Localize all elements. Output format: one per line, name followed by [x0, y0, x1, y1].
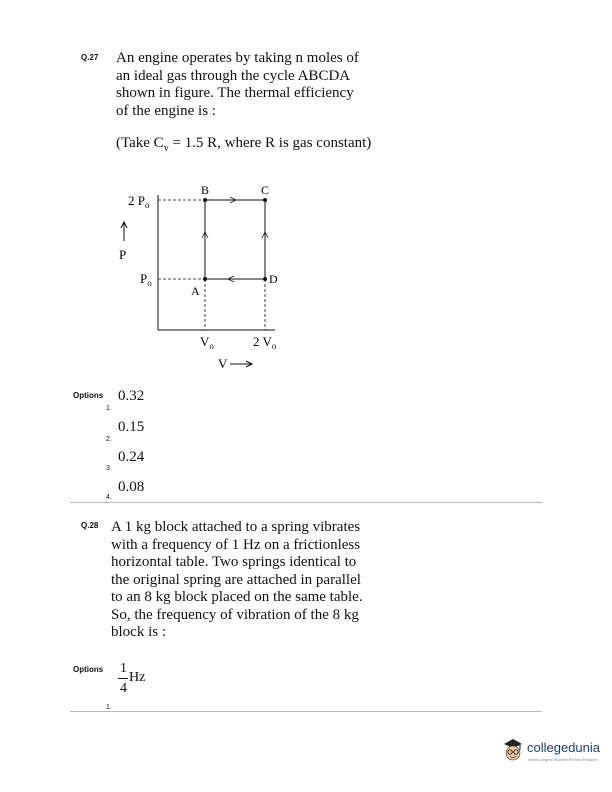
- label-a: A: [191, 284, 200, 298]
- point-a-dot: [203, 277, 207, 281]
- point-b-dot: [203, 198, 207, 202]
- point-d-dot: [263, 277, 267, 281]
- logo-tagline: India's largest Student Review Platform: [528, 757, 598, 762]
- option-number: 1.: [106, 704, 112, 711]
- given-subscript: v: [163, 143, 169, 154]
- fraction-denominator: 4: [120, 681, 127, 696]
- question-line: the original spring are attached in parallel: [111, 571, 361, 588]
- pv-diagram: [100, 175, 330, 380]
- question-line: block is :: [111, 624, 166, 640]
- label-p0: $P_o$: [140, 271, 152, 288]
- option-value[interactable]: 0.08: [118, 479, 145, 495]
- mascot-icon: [500, 736, 526, 764]
- question-line: an ideal gas through the cycle ABCDA: [116, 67, 351, 84]
- label-b: B: [201, 183, 210, 197]
- question-line: of the engine is :: [116, 102, 216, 119]
- logo-wordmark: collegedunia: [527, 740, 601, 755]
- question-text: [116, 50, 359, 120]
- question-line: shown in figure. The thermal efficiency: [116, 85, 354, 101]
- collegedunia-logo: [500, 736, 608, 766]
- question-line: A 1 kg block attached to a spring vibrates: [111, 519, 361, 535]
- p-axis-label: P: [119, 247, 127, 262]
- option-number: 1.: [106, 405, 112, 412]
- option-number: 4.: [106, 494, 112, 501]
- section-divider: [70, 502, 542, 503]
- v-axis-label: V: [218, 356, 228, 371]
- section-divider: [70, 711, 542, 712]
- question-number: Q.27: [81, 53, 99, 62]
- question-line: to an 8 kg block placed on the same table.: [111, 589, 363, 605]
- label-c: C: [261, 183, 270, 197]
- option-value[interactable]: 0.32: [118, 388, 145, 404]
- option-value[interactable]: 0.15: [118, 419, 145, 435]
- given-text: (Take C: [116, 135, 164, 151]
- option-number: 3.: [106, 465, 112, 472]
- label-d: D: [269, 272, 278, 286]
- fraction-bar: [118, 678, 128, 679]
- options-label: Options: [73, 665, 104, 674]
- option-number: 2.: [106, 436, 112, 443]
- given-text-rest: = 1.5 R, where R is gas constant): [168, 135, 372, 151]
- options-label: Options: [73, 391, 104, 400]
- label-2v0: 2 $V_o$: [253, 334, 277, 351]
- fraction-numerator: 1: [120, 661, 127, 676]
- question-text: [111, 519, 363, 642]
- question-line: So, the frequency of vibration of the 8 kg: [111, 606, 359, 623]
- option-unit: Hz: [129, 670, 146, 685]
- option-value[interactable]: [117, 661, 157, 701]
- point-c-dot: [263, 198, 267, 202]
- question-line: An engine operates by taking n moles of: [116, 50, 359, 66]
- question-line: horizontal table. Two springs identical to: [111, 554, 357, 570]
- option-value[interactable]: 0.24: [118, 449, 145, 465]
- label-2p0: 2 $P_o$: [128, 193, 150, 210]
- question-line: with a frequency of 1 Hz on a frictionless: [111, 536, 361, 553]
- question-number: Q.28: [81, 521, 99, 530]
- given-data: [116, 135, 371, 158]
- label-v0: $V_o$: [200, 334, 214, 351]
